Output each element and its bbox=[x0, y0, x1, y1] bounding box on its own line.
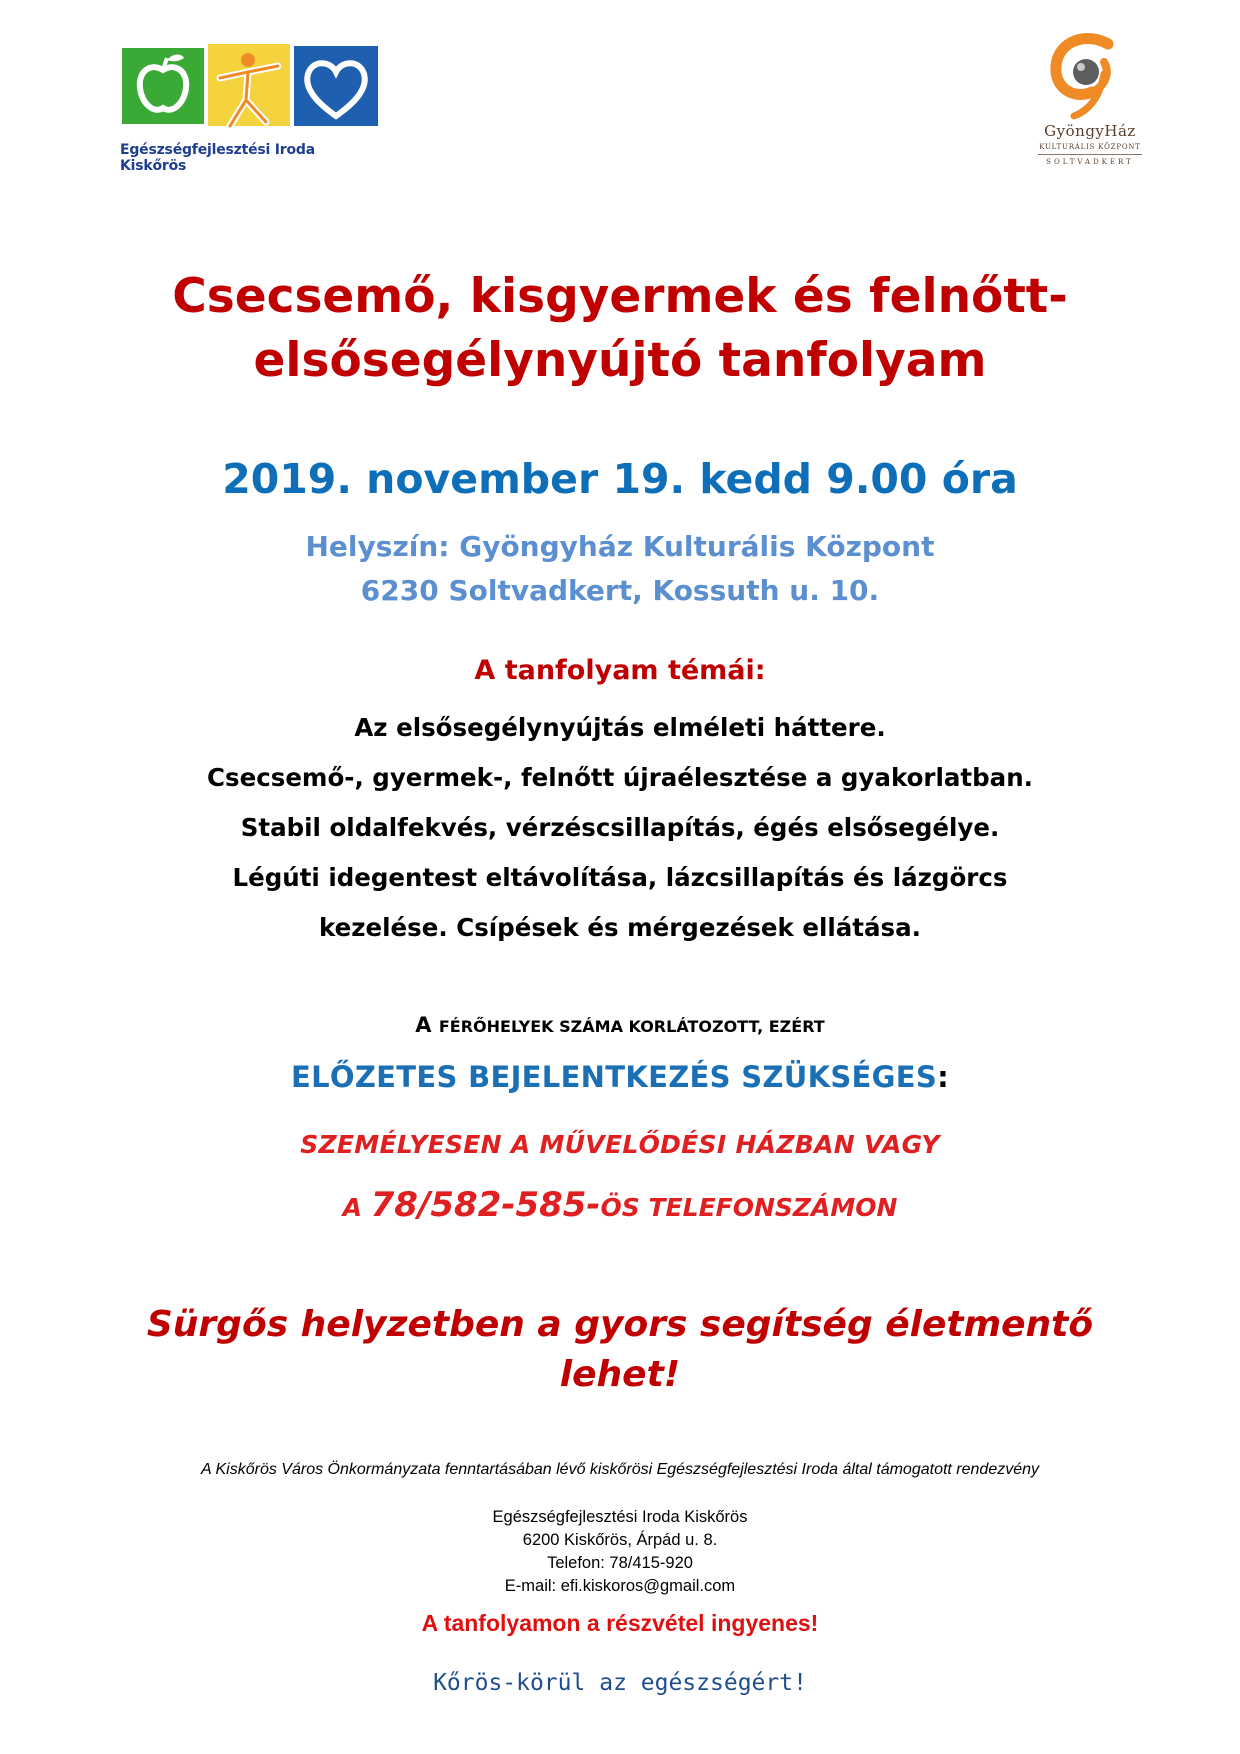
topic-line: kezelése. Csípések és mérgezések ellátása. bbox=[319, 913, 921, 942]
gyongyhaz-logo-graphic bbox=[1030, 30, 1150, 122]
organizer-contact bbox=[0, 1506, 1240, 1598]
gyongyhaz-logo-town: SOLTVADKERT bbox=[1046, 158, 1134, 166]
organizer-address: 6200 Kiskőrös, Árpád u. 8. bbox=[522, 1531, 718, 1549]
urgent-line-1: Sürgős helyzetben a gyors segítség életmentő bbox=[146, 1304, 1094, 1345]
course-title-line-2: elsősegélynyújtó tanfolyam bbox=[253, 333, 987, 388]
topics-heading: A tanfolyam témái: bbox=[474, 655, 766, 686]
organizer-email: E-mail: efi.kiskoros@gmail.com bbox=[504, 1577, 736, 1595]
urgent-line-2: lehet! bbox=[559, 1354, 681, 1395]
register-phone-number: 78/582-585- bbox=[370, 1185, 601, 1225]
preregistration-colon: : bbox=[937, 1060, 949, 1094]
urgent-message bbox=[0, 1300, 1240, 1400]
health-office-logo-caption: Egészségfejlesztési Iroda Kiskőrös bbox=[120, 142, 315, 174]
limited-seats-text: FÉRŐHELYEK SZÁMA KORLÁTOZOTT, EZÉRT bbox=[438, 1017, 825, 1036]
register-in-person: SZEMÉLYESEN A MŰVELŐDÉSI HÁZBAN VAGY bbox=[300, 1130, 940, 1159]
gyongyhaz-logo-brand: GyöngyHáz bbox=[1044, 122, 1136, 140]
health-office-logo-graphic bbox=[120, 42, 380, 142]
topic-line: Légúti idegentest eltávolítása, lázcsillapítás és lázgörcs bbox=[232, 863, 1008, 892]
venue-line-2: 6230 Soltvadkert, Kossuth u. 10. bbox=[360, 574, 880, 607]
register-by-phone bbox=[0, 1185, 1240, 1225]
preregistration-text: ELŐZETES BEJELENTKEZÉS SZÜKSÉGES bbox=[291, 1060, 938, 1094]
slogan: Kőrös-körül az egészségért! bbox=[433, 1670, 807, 1696]
free-participation: A tanfolyamon a részvétel ingyenes! bbox=[421, 1610, 819, 1636]
topics-list bbox=[0, 703, 1240, 953]
gyongyhaz-logo bbox=[1030, 30, 1150, 180]
organizer-phone: Telefon: 78/415-920 bbox=[547, 1554, 693, 1572]
topic-line: Az elsősegélynyújtás elméleti háttere. bbox=[354, 713, 886, 742]
organizer-name: Egészségfejlesztési Iroda Kiskőrös bbox=[492, 1508, 748, 1526]
preregistration-required bbox=[0, 1060, 1240, 1094]
register-phone-suffix: ÖS TELEFONSZÁMON bbox=[600, 1193, 898, 1222]
limited-seats-notice bbox=[0, 1013, 1240, 1037]
course-title bbox=[0, 265, 1240, 393]
gyongyhaz-logo-divider bbox=[1038, 154, 1142, 155]
register-phone-prefix: A bbox=[342, 1193, 362, 1222]
event-venue bbox=[0, 525, 1240, 613]
event-date: 2019. november 19. kedd 9.00 óra bbox=[222, 455, 1018, 503]
gyongyhaz-logo-subtitle: KULTURÁLIS KÖZPONT bbox=[1039, 143, 1141, 151]
course-title-line-1: Csecsemő, kisgyermek és felnőtt- bbox=[172, 269, 1068, 324]
sponsor-note: A Kiskőrös Város Önkormányzata fenntartásában lévő kiskőrösi Egészségfejlesztési Iroda által támogatott rendezvény bbox=[200, 1461, 1040, 1478]
topic-line: Stabil oldalfekvés, vérzéscsillapítás, égés elsősegélye. bbox=[240, 813, 1000, 842]
venue-line-1: Helyszín: Gyöngyház Kulturális Központ bbox=[305, 530, 935, 563]
topic-line: Csecsemő-, gyermek-, felnőtt újraélesztése a gyakorlatban. bbox=[207, 763, 1033, 792]
limited-seats-initial: A bbox=[415, 1013, 432, 1037]
health-office-logo bbox=[120, 42, 380, 174]
